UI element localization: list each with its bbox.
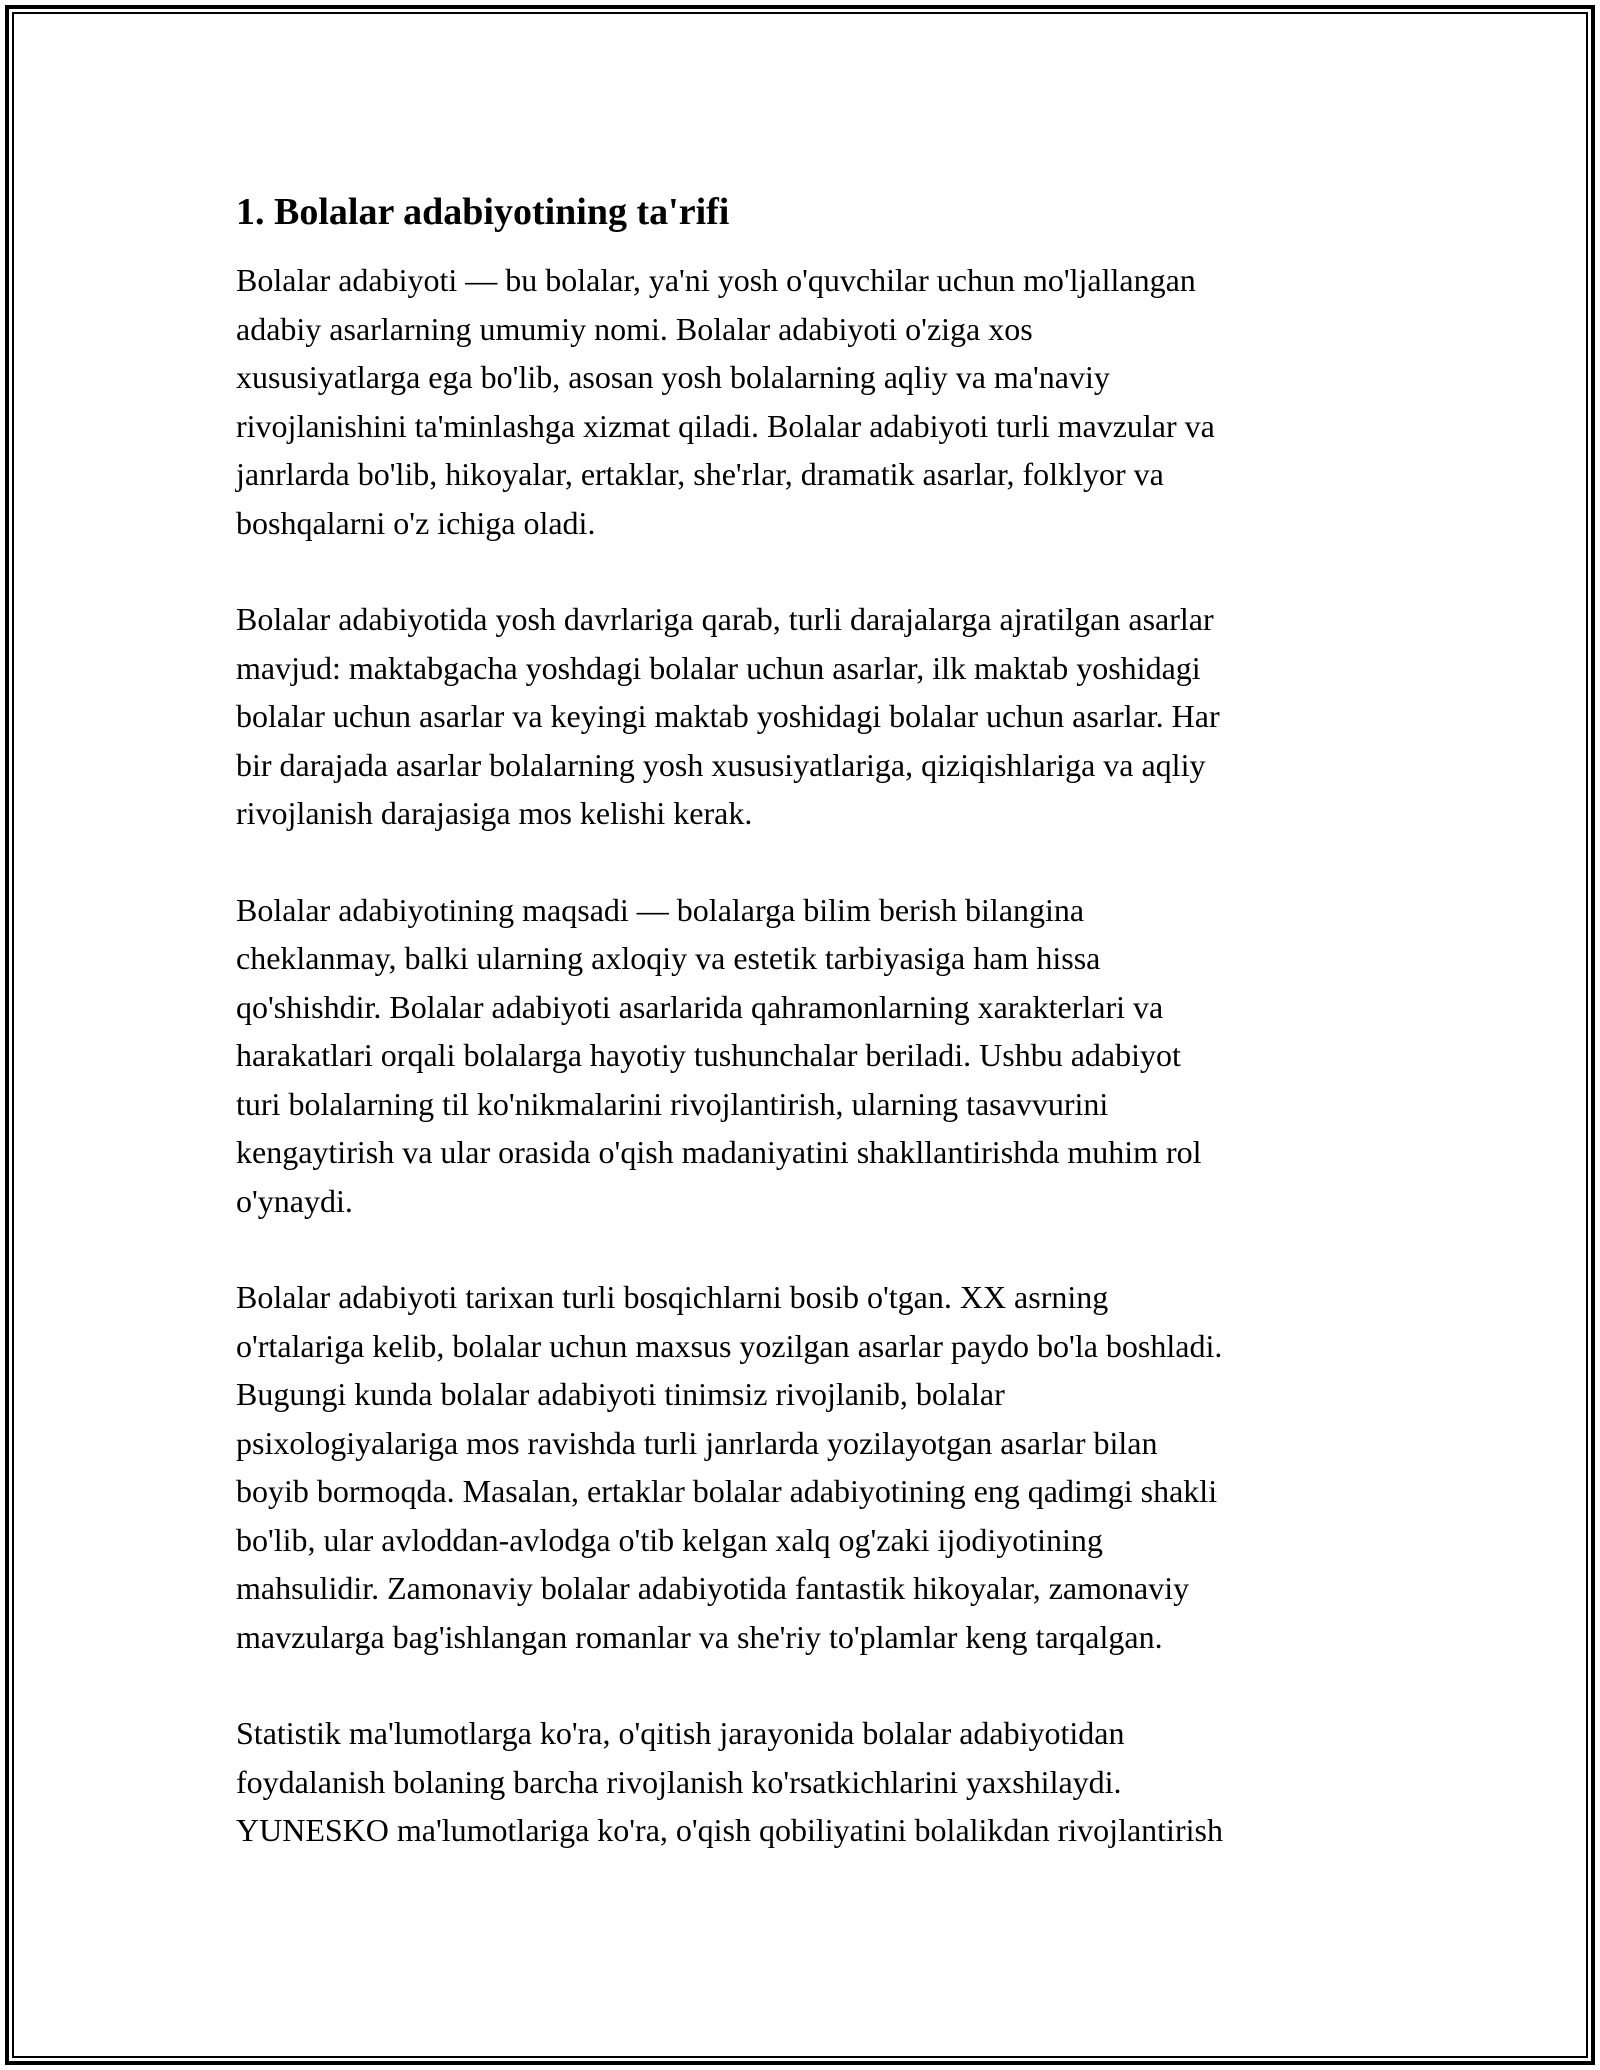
- text-line: qo'shishdir. Bolalar adabiyoti asarlarida qahramonlarning xarakterlari va: [236, 988, 1164, 1025]
- paragraph-statistics: [236, 1709, 1386, 1855]
- text-line: Bolalar adabiyotining maqsadi — bolalarga bilim berish bilangina: [236, 891, 1085, 928]
- text-line: mahsulidir. Zamonaviy bolalar adabiyotida fantastik hikoyalar, zamonaviy: [236, 1570, 1190, 1606]
- text-line: turi bolalarning til ko'nikmalarini rivojlantirish, ularning tasavvurini: [236, 1085, 1109, 1122]
- text-line: cheklanmay, balki ularning axloqiy va estetik tarbiyasiga ham hissa: [236, 940, 1101, 976]
- text-line: kengaytirish va ular orasida o'qish madaniyatini shakllantirishda muhim rol: [236, 1134, 1202, 1170]
- text-line: bo'lib, ular avloddan-avlodga o'tib kelgan xalq og'zaki ijodiyotining: [236, 1521, 1103, 1558]
- text-line: xususiyatlarga ega bo'lib, asosan yosh bolalarning aqliy va ma'naviy: [236, 359, 1110, 395]
- text-line: Bolalar adabiyoti tarixan turli bosqichlarni bosib o'tgan. XX asrning: [236, 1279, 1109, 1315]
- text-line: boshqalarni o'z ichiga oladi.: [236, 504, 596, 541]
- text-line: mavjud: maktabgacha yoshdagi bolalar uchun asarlar, ilk maktab yoshidagi: [236, 649, 1201, 686]
- section-heading: 1. Bolalar adabiyotining ta'rifi: [236, 191, 730, 233]
- text-line: bolalar uchun asarlar va keyingi maktab yoshidagi bolalar uchun asarlar. Har: [236, 698, 1220, 734]
- text-line: o'rtalariga kelib, bolalar uchun maxsus yozilgan asarlar paydo bo'la boshladi.: [236, 1327, 1223, 1364]
- text-line: Bolalar adabiyotida yosh davrlariga qarab, turli darajalarga ajratilgan asarlar: [236, 601, 1214, 637]
- text-line: psixologiyalariga mos ravishda turli janrlarda yozilayotgan asarlar bilan: [236, 1424, 1158, 1461]
- text-line: foydalanish bolaning barcha rivojlanish ko'rsatkichlarini yaxshilaydi.: [236, 1763, 1122, 1800]
- text-line: boyib bormoqda. Masalan, ertaklar bolalar adabiyotining eng qadimgi shakli: [236, 1473, 1218, 1509]
- text-line: o'ynaydi.: [236, 1182, 353, 1219]
- paragraph-age-levels: [236, 595, 1386, 838]
- paragraph-purpose: [236, 886, 1386, 1226]
- text-line: harakatlari orqali bolalarga hayotiy tushunchalar beriladi. Ushbu adabiyot: [236, 1037, 1181, 1073]
- text-line: adabiy asarlarning umumiy nomi. Bolalar adabiyoti o'ziga xos: [236, 310, 1033, 347]
- paragraph-history: [236, 1273, 1386, 1661]
- text-line: Statistik ma'lumotlarga ko'ra, o'qitish jarayonida bolalar adabiyotidan: [236, 1715, 1125, 1751]
- text-line: janrlarda bo'lib, hikoyalar, ertaklar, she'rlar, dramatik asarlar, folklyor va: [236, 456, 1164, 492]
- text-line: YUNESKO ma'lumotlariga ko'ra, o'qish qobiliyatini bolalikdan rivojlantirish: [236, 1812, 1223, 1848]
- document-body: [236, 184, 1386, 1855]
- text-line: bir darajada asarlar bolalarning yosh xususiyatlariga, qiziqishlariga va aqliy: [236, 746, 1206, 783]
- text-line: Bugungi kunda bolalar adabiyoti tinimsiz rivojlanib, bolalar: [236, 1376, 1005, 1412]
- text-line: rivojlanishini ta'minlashga xizmat qiladi. Bolalar adabiyoti turli mavzular va: [236, 407, 1215, 444]
- text-line: mavzularga bag'ishlangan romanlar va she'riy to'plamlar keng tarqalgan.: [236, 1618, 1163, 1655]
- text-line: Bolalar adabiyoti — bu bolalar, ya'ni yosh o'quvchilar uchun mo'ljallangan: [236, 262, 1196, 298]
- paragraph-definition: [236, 256, 1386, 547]
- text-line: rivojlanish darajasiga mos kelishi kerak.: [236, 795, 753, 831]
